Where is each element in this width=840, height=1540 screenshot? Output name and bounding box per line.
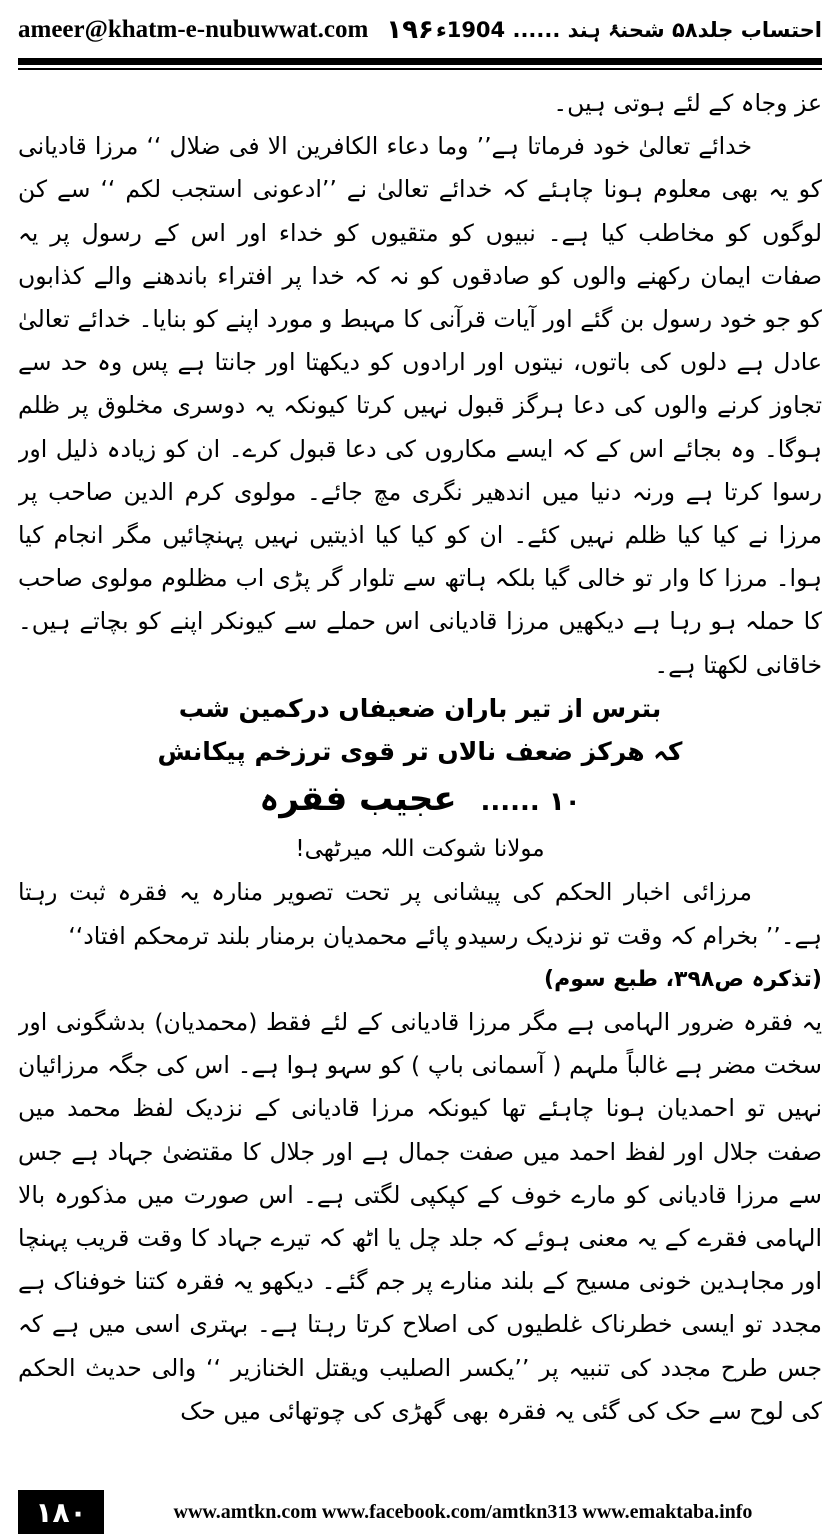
paragraph-3: مرزائی اخبار الحکم کی پیشانی پر تحت تصویر منارہ یہ فقرہ ثبت رہتا ہے۔’’ بخرام کہ وقت تو نزدیک رسیدو پائے محمدیان برمنار بلند ترمحکم افتاد‘‘ — [18, 878, 822, 950]
header-page-number: ۱۹۶ — [386, 15, 434, 45]
header-publication: احتساب جلد۵۸ شحنۂ ہند ...... 1904ء — [435, 18, 822, 42]
header-rule-thin — [18, 68, 822, 70]
header-left — [18, 15, 434, 45]
page-header — [18, 8, 822, 52]
verse-line-1: بترس از تیر باران ضعیفاں درکمین شب — [178, 693, 662, 723]
section-heading — [18, 773, 822, 828]
paragraph-1: عز وجاہ کے لئے ہوتی ہیں۔ — [553, 89, 822, 117]
page-body — [18, 82, 822, 1458]
author-byline: مولانا شوکت اللہ میرٹھی! — [295, 836, 545, 863]
footer-page-number: ۱۸۰ — [18, 1490, 104, 1534]
citation: (تذکرہ ص۳۹۸، طبع سوم) — [544, 966, 822, 992]
page-footer — [18, 1488, 822, 1536]
header-email: ameer@khatm-e-nubuwwat.com — [18, 16, 369, 43]
section-title: عجیب فقرہ — [259, 779, 457, 820]
verse-line-2: کہ ھرکز ضعف نالاں تر قوی ترزخم پیکانش — [157, 737, 683, 767]
header-rule-thick — [18, 58, 822, 65]
footer-links: www.amtkn.com www.facebook.com/amtkn313 www.emaktaba.info — [173, 1500, 753, 1523]
section-number: ۱۰ ...... — [480, 787, 581, 818]
paragraph-4: یہ فقرہ ضرور الہامی ہے مگر مرزا قادیانی کے لئے فقط (محمدیان) بدشگونی اور سخت مضر ہے غالباً ملہم ( آسمانی باپ ) کو سہو ہوا ہے۔ اس کی جگہ مرزائیان نہیں تو احمدیان ہونا چاہئے تھا کیونکہ مرزا قادیانی کے نزدیک لفظ محمد میں صفت جلال اور لفظ احمد میں صفت جمال ہے اور جلال کا مقتضیٰ جہاد ہے جس سے مرزا قادیانی کو مارے خوف کے کپکپی لگتی ہے۔ اس صورت میں مذکورہ بالا الہامی فقرے کے یہ معنی ہوئے کہ جلد چل یا اٹھ کہ تیرے جہاد کا وقت قریب پہنچا اور مجاہدین خونی مسیح کے بلند منارے پر جم گئے۔ دیکھو یہ فقرہ کتنا خوفناک ہے مجدد تو ایسی خطرناک غلطیوں کی اصلاح کرتا رہتا ہے۔ بہتری اسی میں ہے کہ جس طرح مجدد کی تنبیہ پر ’’یکسر الصلیب ویقتل الخنازیر ‘‘ والی حدیث الحکم کی لوح سے حک کی گئی یہ فقرہ بھی گھڑی کی چوتھائی میں حک — [18, 1008, 822, 1425]
paragraph-2: خدائے تعالیٰ خود فرماتا ہے’’ وما دعاء الکافرین الا فی ضلال ‘‘ مرزا قادیانی کو یہ بھی معلوم ہونا چاہئے کہ خدائے تعالیٰ نے ’’ادعونی استجب لکم ‘‘ سے کن لوگوں کو مخاطب کیا ہے۔ نبیوں کو متقیوں کو خداء اور اس کے رسول پر یہ صفات ایمان رکھنے والوں کو صادقوں کو نہ کہ خدا پر افتراء باندھنے والے کذابوں کو جو خود رسول بن گئے اور آیات قرآنی کا مہبط و مورد اپنے کو بنایا۔ خدائے تعالیٰ عادل ہے دلوں کی باتوں، نیتوں اور ارادوں کو دیکھتا اور جانتا ہے پس وہ حد سے تجاوز کرنے والوں کی دعا ہرگز قبول نہیں کرتا کیونکہ یہ دوسری مخلوق پر ظلم ہوگا۔ وہ بجائے اس کے کہ ایسے مکاروں کی دعا قبول کرے۔ ان کو زیادہ ذلیل اور رسوا کرتا ہے ورنہ دنیا میں اندھیر نگری مچ جائے۔ مولوی کرم الدین صاحب پر مرزا نے کیا کیا ظلم نہیں کئے۔ ان کو کیا کیا اذیتیں نہیں پہنچائیں مگر انجام کیا ہوا۔ مرزا کا وار تو خالی گیا بلکہ ہاتھ سے تلوار گر پڑی اب مظلوم مولوی صاحب کا حملہ ہو رہا ہے دیکھیں مرزا قادیانی اس حملے سے کیونکر اپنے کو بچاتے ہیں۔ خاقانی لکھتا ہے۔ — [18, 132, 822, 679]
